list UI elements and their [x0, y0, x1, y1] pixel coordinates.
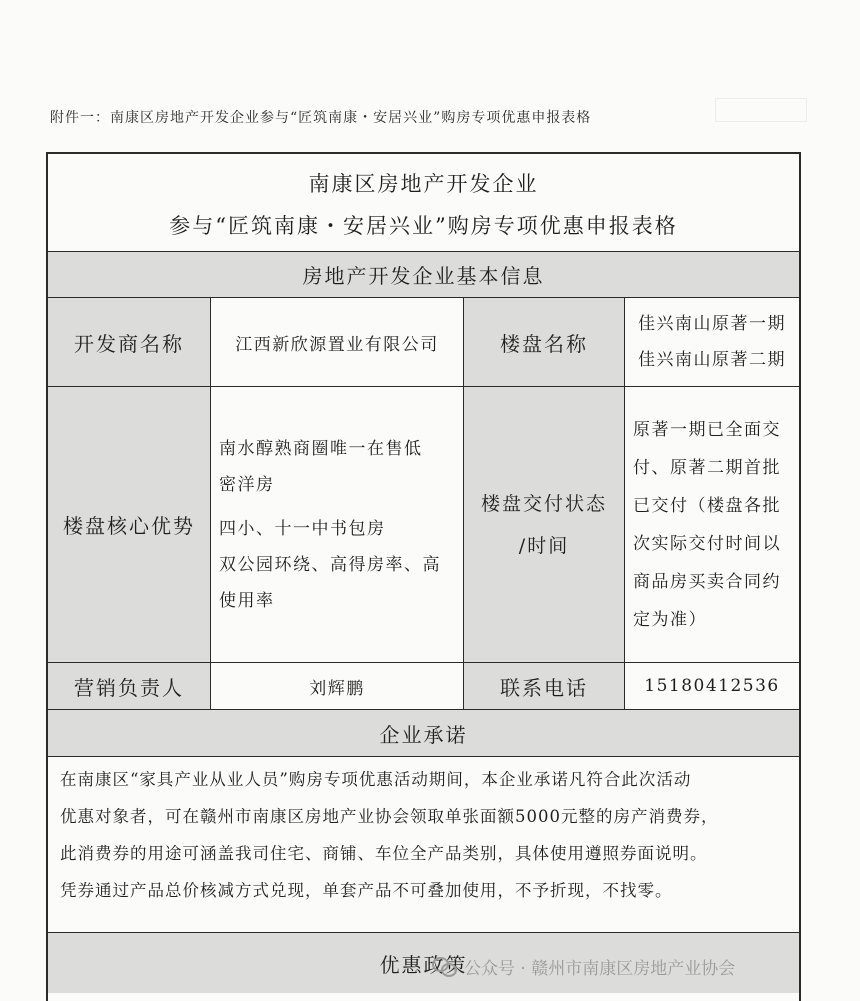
developer-label: 开发商名称 [48, 298, 210, 386]
commitment-line: 此消费券的用途可涵盖我司住宅、商铺、车位全产品类别，具体使用遵照券面说明。 [60, 844, 708, 863]
project-name-values [625, 298, 799, 386]
section-header-policy: 优惠政策 [48, 933, 799, 993]
application-form-table [46, 152, 801, 1001]
advantage-line: 使用率 [219, 590, 275, 611]
marketing-manager-label: 营销负责人 [48, 663, 210, 709]
delivery-status-values [625, 387, 799, 662]
phone-value: 15180412536 [644, 676, 780, 696]
commitment-line: 优惠对象者，可在赣州市南康区房地产业协会领取单张面额5000元整的房产消费券， [60, 807, 719, 826]
commitment-line: 凭券通过产品总价核减方式兑现，单套产品不可叠加使用，不予折现，不找零。 [60, 881, 673, 900]
attachment-caption: 附件一：南康区房地产开发企业参与“匠筑南康・安居兴业”购房专项优惠申报表格 [50, 110, 592, 126]
commitment-line: 在南康区“家具产业从业人员”购房专项优惠活动期间，本企业承诺凡符合此次活动 [60, 770, 692, 789]
delivery-label-line: 楼盘交付状态 [480, 492, 607, 515]
form-title-line2: 参与“匠筑南康・安居兴业”购房专项优惠申报表格 [169, 214, 678, 238]
marketing-manager-value: 刘辉鹏 [309, 678, 365, 699]
delivery-status-label [464, 387, 624, 662]
section-header-commitment: 企业承诺 [48, 710, 799, 756]
section-header-basic-info: 房地产开发企业基本信息 [48, 252, 799, 297]
project-name-1: 佳兴南山原著一期 [638, 314, 786, 334]
delivery-line: 原著一期已全面交 [633, 419, 781, 440]
delivery-line: 付、原著二期首批 [633, 457, 781, 478]
advantage-line: 双公园环绕、高得房率、高 [219, 554, 441, 575]
advantage-line: 密洋房 [219, 474, 275, 495]
core-advantage-values [211, 387, 463, 662]
delivery-line: 次实际交付时间以 [633, 533, 781, 554]
developer-value: 江西新欣源置业有限公司 [235, 334, 439, 355]
advantage-line: 南水醇熟商圈唯一在售低 [219, 438, 423, 459]
watermark-text: 公众号 · 赣州市南康区房地产业协会 [464, 959, 736, 979]
advantage-line: 四小、十一中书包房 [219, 518, 386, 539]
core-advantage-label: 楼盘核心优势 [48, 387, 210, 662]
phone-label: 联系电话 [464, 663, 624, 709]
wechat-icon [432, 957, 458, 977]
form-title-line1: 南康区房地产开发企业 [308, 172, 539, 196]
project-name-2: 佳兴南山原著二期 [638, 350, 786, 370]
wechat-watermark [432, 954, 735, 979]
delivery-label-line: /时间 [518, 534, 570, 557]
delivery-line: 已交付（楼盘各批 [633, 495, 781, 516]
delivery-line: 定为准） [633, 609, 707, 630]
project-name-label: 楼盘名称 [464, 298, 624, 386]
bleed-through-mark [715, 98, 807, 122]
commitment-paragraph [60, 761, 790, 909]
delivery-line: 商品房买卖合同约 [633, 571, 781, 592]
